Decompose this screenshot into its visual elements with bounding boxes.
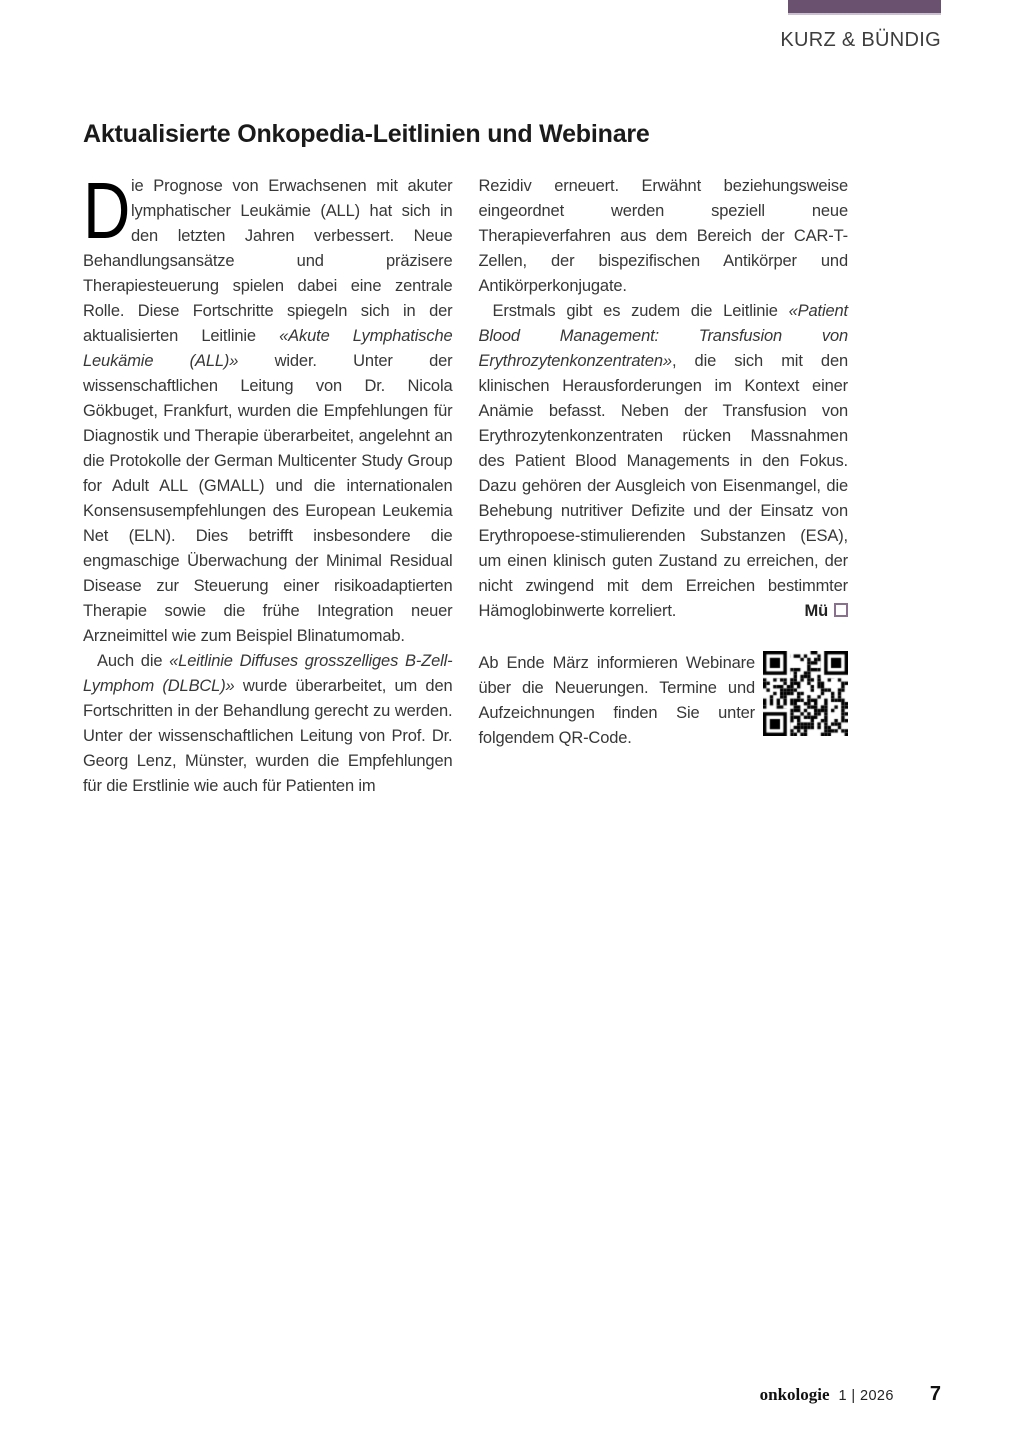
paragraph-dlbcl-leitlinie (83, 649, 453, 799)
paragraph-text: Auch die (97, 652, 170, 670)
guideline-name-pbm: «Patient Blood Management: Transfusion von Erythrozytenkonzentraten» (478, 302, 848, 370)
page-footer (760, 1383, 941, 1406)
dropcap-letter: D (83, 166, 131, 255)
paragraph-dlbcl-continuation: Rezidiv erneuert. Erwähnt beziehungsweise eingeordnet werden speziell neue Therapieverfahren aus dem Bereich der CAR-T-Zellen, der bispezifischen Antikörper und Antikörperkonjugate. (478, 177, 848, 295)
article-body (83, 166, 848, 799)
end-of-article-marker-icon (834, 603, 848, 617)
author-initials: Mü (804, 602, 828, 620)
webinar-note-text: Ab Ende März informieren Webinare über die Neuerungen. Termine und Aufzeichnungen finden Sie unter folgendem QR-Code. (478, 654, 755, 747)
paragraph-text: ie Prognose von Erwachsenen mit akuter lymphatischer Leukämie (ALL) hat sich in den letzten Jahren verbessert. Neue Behandlungsansätze und präzisere Therapiesteuerung spielen dabei eine zentrale Rolle. Diese Fortschritte spiegeln sich in der aktualisierten Leitlinie (83, 177, 453, 345)
magazine-name: onkologie (759, 1385, 830, 1404)
guideline-name-dlbcl: «Leitlinie Diffuses grosszelliges B-Zell-Lymphom (DLBCL)» (83, 652, 453, 695)
page-number: 7 (929, 1383, 941, 1405)
paragraph-patient-blood-management (479, 299, 849, 624)
guideline-name-all: «Akute Lymphatische Leukämie (ALL)» (83, 327, 453, 370)
issue-number: 1 | 2026 (838, 1388, 894, 1404)
paragraph-text: wurde überarbeitet, um den Fortschritten in der Behandlung gerecht zu werden. Unter der wissenschaftlichen Leitung von Prof. Dr. Georg Lenz, Münster, wurden die Empfehlungen für die Erstlinie wie auch für Patienten im (83, 677, 453, 795)
article-title: Aktualisierte Onkopedia-Leitlinien und Webinare (83, 120, 650, 148)
column-left (83, 166, 453, 799)
webinar-note-block (479, 651, 849, 751)
section-kicker: KURZ & BÜNDIG (780, 29, 941, 51)
accent-bar (788, 0, 941, 15)
column-right (479, 174, 849, 799)
paragraph-text: Erstmals gibt es zudem die Leitlinie (492, 302, 789, 320)
paragraph-text: , die sich mit den klinischen Herausforderungen im Kontext einer Anämie befasst. Neben der Transfusion von Erythrozytenkonzentraten rücken Massnahmen des Patient Blood Managements in den Fokus. Dazu gehören der Ausgleich von Eisenmangel, die Behebung nutritiver Defizite und der Einsatz von Erythropoese-stimulierenden Substanzen (ESA), um einen klinisch guten Zustand zu erreichen, der nicht zwingend mit dem Erreichen bestimmter Hämoglobinwerte korreliert. (478, 352, 848, 620)
paragraph-text: wider. Unter der wissenschaftlichen Leitung von Dr. Nicola Gökbuget, Frankfurt, wurden die Empfehlungen für Diagnostik und Therapie überarbeitet, angelehnt an die Protokolle der German Multicenter Study Group for Adult ALL (GMALL) und die internationalen Konsensusempfehlungen des European Leukemia Net (ELN). Dies betrifft insbesondere die engmaschige Überwachung der Minimal Residual Disease zur Steuerung einer risikoadaptierten Therapie sowie die frühe Integration neuer Arzneimittel wie zum Beispiel Blinatumomab. (83, 352, 453, 645)
qr-code (763, 651, 848, 736)
author-signature (790, 599, 848, 624)
paragraph-all-leitlinie (83, 166, 453, 649)
